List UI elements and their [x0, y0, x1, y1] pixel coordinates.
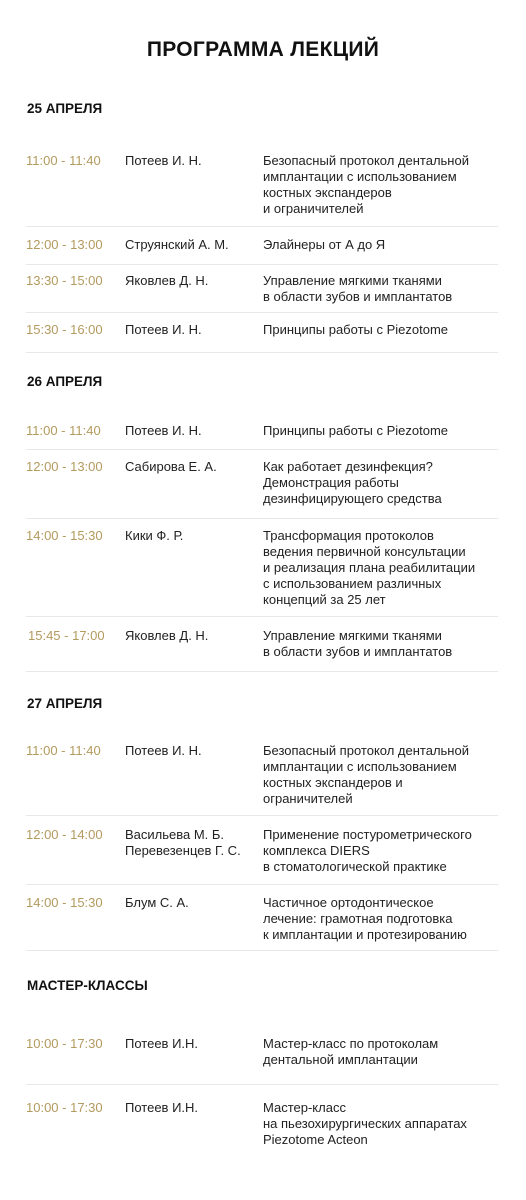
time-slot: 15:30 - 16:00 — [26, 322, 103, 337]
time-slot: 12:00 - 13:00 — [26, 237, 103, 252]
row-divider — [26, 950, 498, 951]
row-divider — [26, 352, 498, 353]
lecture-topic: Принципы работы с Piezotome — [263, 322, 449, 337]
row-divider — [26, 671, 498, 672]
lecture-topic: Мастер-класс по протоколам дентальной имплантации — [263, 1036, 439, 1067]
section-heading-master-classes: МАСТЕР-КЛАССЫ — [27, 978, 148, 993]
time-slot: 10:00 - 17:30 — [26, 1036, 103, 1051]
time-slot: 11:00 - 11:40 — [26, 153, 101, 168]
lecturer-name: Потеев И. Н. — [125, 322, 202, 337]
lecture-topic: Трансформация протоколов ведения первичной консультации и реализация плана реабилитации с использованием различных концепций за 25 лет — [263, 528, 476, 607]
lecturer-name: Потеев И. Н. — [125, 743, 202, 758]
page-title: ПРОГРАММА ЛЕКЦИЙ — [146, 38, 380, 61]
lecture-topic: Управление мягкими тканями в области зубов и имплантатов — [263, 628, 453, 659]
lecture-topic: Элайнеры от А до Я — [263, 237, 386, 252]
row-divider — [26, 815, 498, 816]
lecturer-name: Блум С. А. — [125, 895, 189, 910]
lecture-topic: Мастер-класс на пьезохирургических аппаратах Piezotome Acteon — [263, 1100, 467, 1147]
lecturer-name: Потеев И.Н. — [125, 1036, 199, 1051]
lecturer-name: Сабирова Е. А. — [125, 459, 217, 474]
time-slot: 11:00 - 11:40 — [26, 423, 101, 438]
row-divider — [26, 449, 498, 450]
lecture-topic: Безопасный протокол дентальной имплантации с использованием костных экспандеров и ограничителей — [263, 743, 469, 806]
day-heading-26-april: 26 АПРЕЛЯ — [27, 374, 103, 389]
row-divider — [26, 312, 498, 313]
lecture-topic: Как работает дезинфекция? Демонстрация работы дезинфицирующего средства — [263, 459, 442, 506]
day-heading-25-april: 25 АПРЕЛЯ — [27, 101, 103, 116]
time-slot: 12:00 - 14:00 — [26, 827, 103, 842]
time-slot: 12:00 - 13:00 — [26, 459, 103, 474]
time-slot: 10:00 - 17:30 — [26, 1100, 103, 1115]
lecture-topic: Применение постурометрического комплекса DIERS в стоматологической практике — [263, 827, 472, 874]
row-divider — [26, 518, 498, 519]
lecture-topic: Безопасный протокол дентальной имплантации с использованием костных экспандеров и ограничителей — [263, 153, 469, 216]
row-divider — [26, 616, 498, 617]
row-divider — [26, 264, 498, 265]
lecturer-name: Потеев И.Н. — [125, 1100, 199, 1115]
lecturer-name: Васильева М. Б. Перевезенцев Г. С. — [125, 827, 241, 858]
time-slot: 15:45 - 17:00 — [28, 628, 105, 643]
row-divider — [26, 1084, 498, 1085]
lecture-topic: Управление мягкими тканями в области зубов и имплантатов — [263, 273, 453, 304]
lecturer-name: Струянский А. М. — [125, 237, 229, 252]
day-heading-27-april: 27 АПРЕЛЯ — [27, 696, 103, 711]
lecturer-name: Потеев И. Н. — [125, 153, 202, 168]
lecturer-name: Яковлев Д. Н. — [125, 273, 209, 288]
time-slot: 14:00 - 15:30 — [26, 895, 103, 910]
time-slot: 13:30 - 15:00 — [26, 273, 103, 288]
time-slot: 11:00 - 11:40 — [26, 743, 101, 758]
time-slot: 14:00 - 15:30 — [26, 528, 103, 543]
lecture-topic: Принципы работы с Piezotome — [263, 423, 449, 438]
row-divider — [26, 884, 498, 885]
lecture-topic: Частичное ортодонтическое лечение: грамотная подготовка к имплантации и протезированию — [263, 895, 467, 942]
lecturer-name: Потеев И. Н. — [125, 423, 202, 438]
lecturer-name: Яковлев Д. Н. — [125, 628, 209, 643]
lecturer-name: Кики Ф. Р. — [125, 528, 184, 543]
row-divider — [26, 226, 498, 227]
